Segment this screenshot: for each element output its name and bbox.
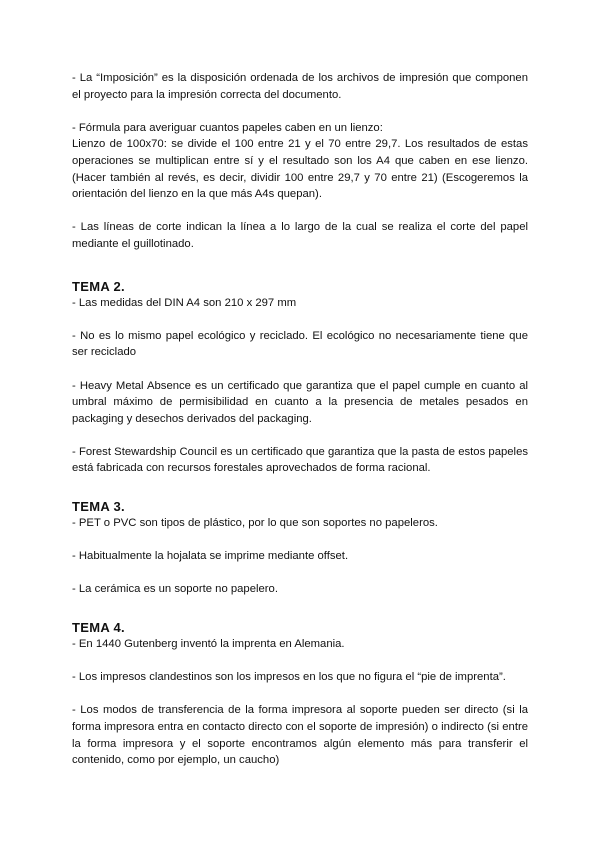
- tema2-item: - Las medidas del DIN A4 son 210 x 297 mm: [72, 296, 297, 309]
- tema4-item: - Los modos de transferencia de la forma impresora al soporte pueden ser directo (si la forma impresora entra en contacto directo con el soporte de impresión) o indirecto (si entre la forma impresora y el soporte encontramos algún elemento más para transferir el contenido, como por ejemplo, un caucho): [72, 704, 528, 767]
- tema3-item: - PET o PVC son tipos de plástico, por lo que son soportes no papeleros.: [72, 517, 438, 530]
- formula-detail-paragraph: Lienzo de 100x70: se divide el 100 entre 21 y el 70 entre 29,7. Los resultados de estas operaciones se multiplican entre sí y el resultado son los A4 que caben en ese lienzo. (Hacer también al revés, es decir, dividir 100 entre 29,7 y 70 entre 21) (Escogeremos la orientación del lienzo en la que más A4s quepan).: [72, 138, 528, 201]
- tema4-item: - Los impresos clandestinos son los impresos en los que no figura el “pie de imprenta”.: [72, 671, 506, 684]
- tema2-item: - Forest Stewardship Council es un certificado que garantiza que la pasta de estos papeles está fabricada con recursos forestales aprovechados de forma racional.: [72, 445, 528, 475]
- tema3-item: - Habitualmente la hojalata se imprime mediante offset.: [72, 550, 349, 563]
- tema2-item: - Heavy Metal Absence es un certificado que garantiza que el papel cumple en cuanto al umbral máximo de permisibilidad en cuanto a la presencia de metales pesados en packaging y desechos derivados del packaging.: [72, 379, 528, 425]
- tema3-item: - La cerámica es un soporte no papelero.: [72, 583, 278, 596]
- tema3-heading: TEMA 3.: [72, 499, 125, 515]
- lineas-corte-paragraph: - Las líneas de corte indican la línea a lo largo de la cual se realiza el corte del papel mediante el guillotinado.: [72, 221, 528, 250]
- tema4-item: - En 1440 Gutenberg inventó la imprenta en Alemania.: [72, 638, 345, 651]
- tema2-heading: TEMA 2.: [72, 278, 125, 294]
- tema4-heading: TEMA 4.: [72, 620, 125, 636]
- formula-intro-paragraph: - Fórmula para averiguar cuantos papeles caben en un lienzo:: [72, 121, 383, 134]
- imposicion-paragraph: - La “Imposición” es la disposición ordenada de los archivos de impresión que componen el proyecto para la impresión correcta del documento.: [72, 72, 528, 101]
- tema2-item: - No es lo mismo papel ecológico y reciclado. El ecológico no necesariamente tiene que ser reciclado: [72, 329, 528, 359]
